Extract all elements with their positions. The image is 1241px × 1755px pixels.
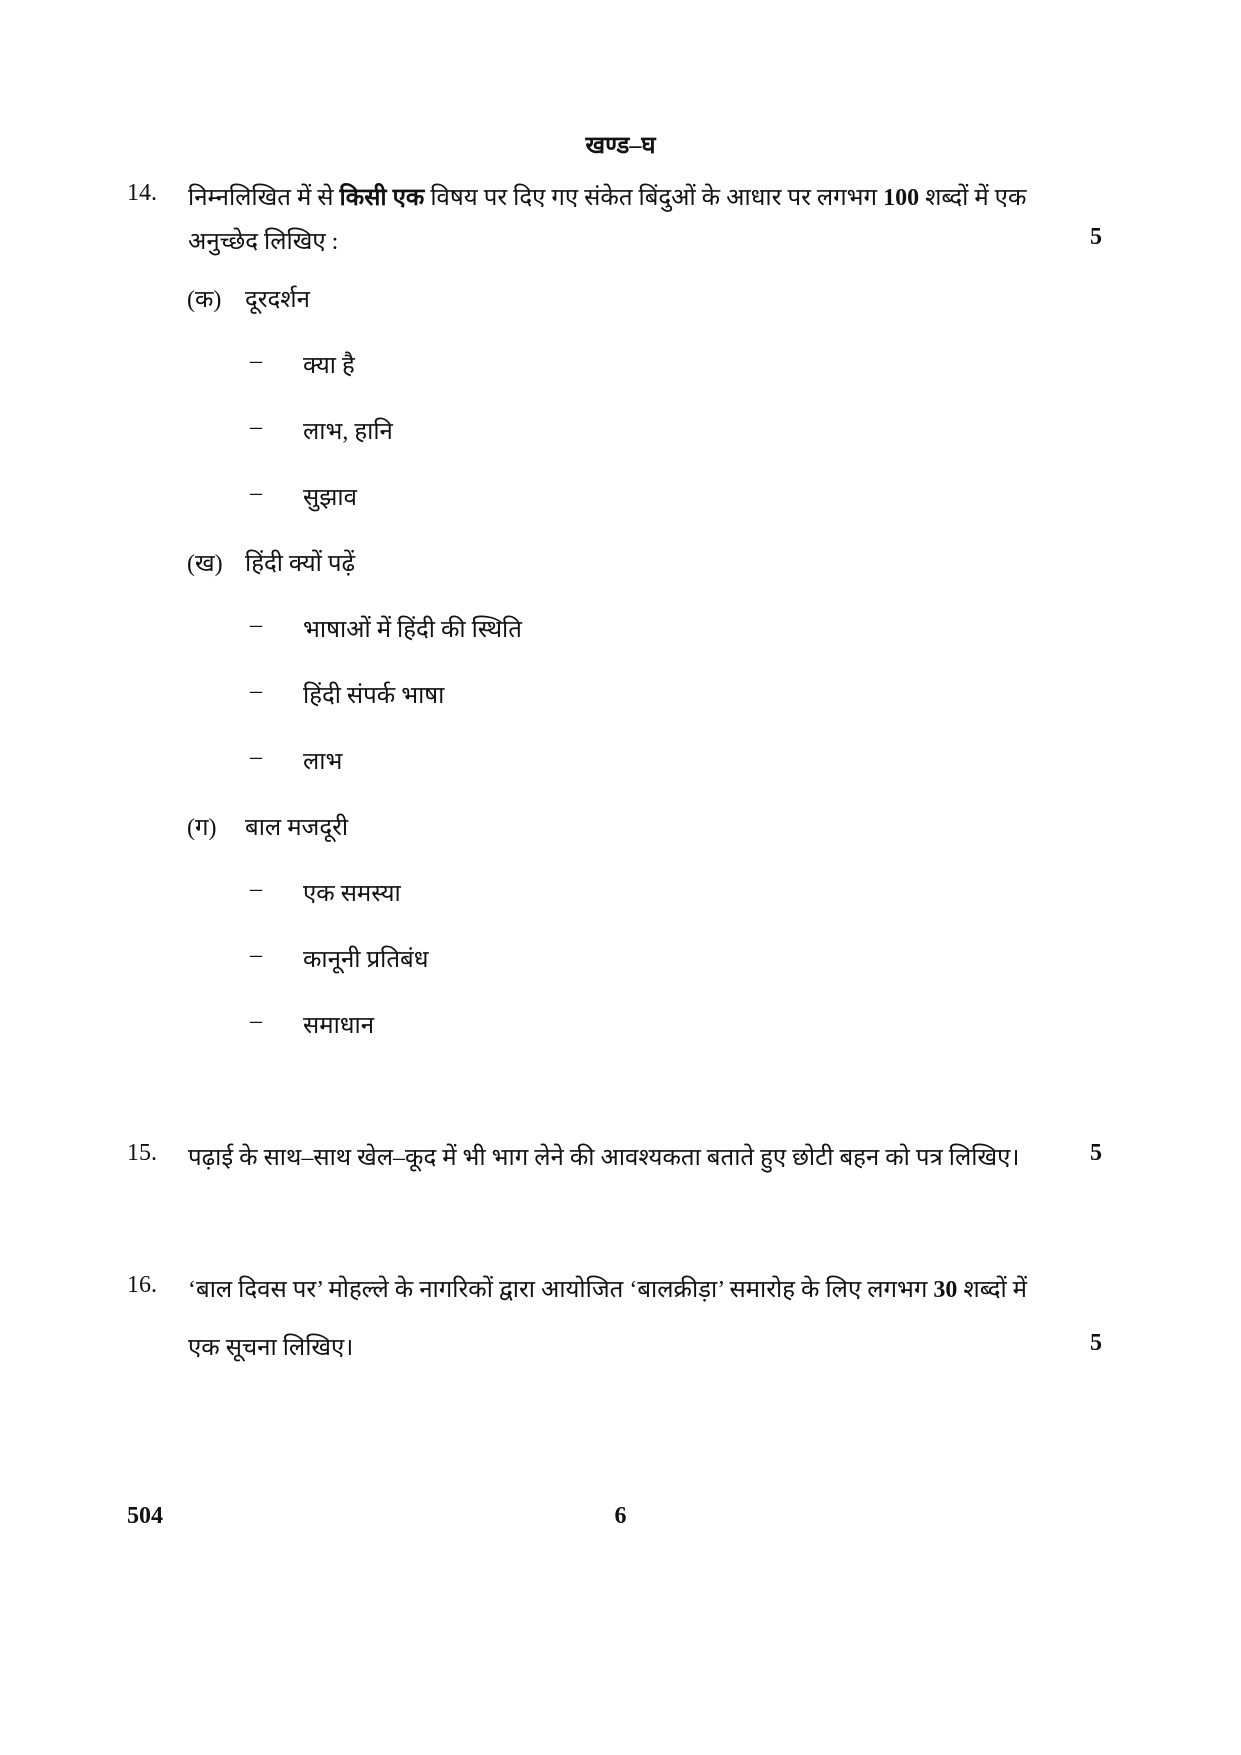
q16-number: 16. xyxy=(127,1272,157,1298)
option-ka-label: (क) xyxy=(187,287,222,313)
dash-bullet: – xyxy=(250,480,262,506)
option-ka-point-2: लाभ, हानि xyxy=(303,419,393,445)
q15-text: पढ़ाई के साथ–साथ खेल–कूद में भी भाग लेने की आवश्यकता बताते हुए छोटी बहन को पत्र लिखिए। xyxy=(188,1145,1020,1171)
option-ka-title: दूरदर्शन xyxy=(245,287,310,313)
option-kha-title: हिंदी क्यों पढ़ें xyxy=(245,551,356,577)
q14-line1 xyxy=(188,180,1026,213)
q16-line1-a: ‘बाल दिवस पर’ मोहल्ले के नागरिकों द्वारा आयोजित ‘बालक्रीड़ा’ समारोह के लिए लगभग xyxy=(188,1277,934,1303)
option-ka-point-3: सुझाव xyxy=(303,485,357,511)
q14-line2: अनुच्छेद लिखिए : xyxy=(188,229,339,255)
option-ga-label: (ग) xyxy=(187,815,217,841)
option-ka-point-1: क्या है xyxy=(303,353,355,379)
dash-bullet: – xyxy=(250,876,262,902)
option-ga-point-2: कानूनी प्रतिबंध xyxy=(303,947,429,973)
dash-bullet: – xyxy=(250,414,262,440)
q14-line1-b: विषय पर दिए गए संकेत बिंदुओं के आधार पर लगभग xyxy=(424,185,884,211)
dash-bullet: – xyxy=(250,348,262,374)
q15-number: 15. xyxy=(127,1140,157,1166)
dash-bullet: – xyxy=(250,744,262,770)
q14-marks: 5 xyxy=(1090,224,1102,250)
q16-line1-c: शब्दों में xyxy=(957,1277,1028,1303)
q14-line1-c: शब्दों में एक xyxy=(919,185,1027,211)
q14-line1-bold: किसी एक xyxy=(339,185,425,211)
q15-marks: 5 xyxy=(1090,1140,1102,1166)
q14-word-count: 100 xyxy=(883,185,920,211)
paper-code: 504 xyxy=(127,1503,163,1529)
dash-bullet: – xyxy=(250,678,262,704)
page-number: 6 xyxy=(614,1503,627,1529)
option-kha-point-1: भाषाओं में हिंदी की स्थिति xyxy=(303,617,522,643)
q16-line2: एक सूचना लिखिए। xyxy=(188,1335,354,1361)
dash-bullet: – xyxy=(250,612,262,638)
option-kha-label: (ख) xyxy=(187,551,223,577)
section-title: खण्ड–घ xyxy=(585,133,656,159)
dash-bullet: – xyxy=(250,942,262,968)
dash-bullet: – xyxy=(250,1008,262,1034)
option-kha-point-3: लाभ xyxy=(303,749,343,775)
q14-number: 14. xyxy=(127,180,157,206)
q16-marks: 5 xyxy=(1090,1330,1102,1356)
q16-line1 xyxy=(188,1272,1027,1305)
q16-word-count: 30 xyxy=(933,1277,958,1303)
option-kha-point-2: हिंदी संपर्क भाषा xyxy=(303,683,445,709)
q14-line1-a: निम्नलिखित में से xyxy=(188,185,340,211)
option-ga-point-3: समाधान xyxy=(303,1013,375,1039)
option-ga-title: बाल मजदूरी xyxy=(245,815,349,841)
option-ga-point-1: एक समस्या xyxy=(303,881,401,907)
